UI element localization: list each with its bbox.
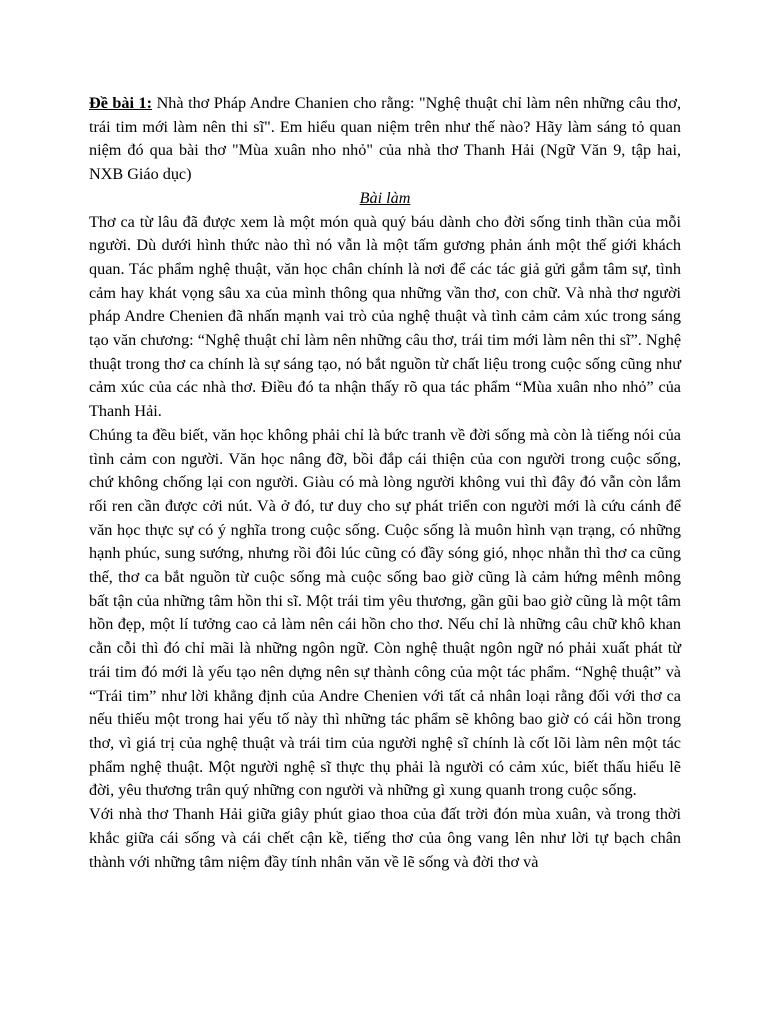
exercise-text: Nhà thơ Pháp Andre Chanien cho rằng: "Nghệ thuật chỉ làm nên những câu thơ, trái tim mới làm nên thi sĩ". Em hiểu quan niệm trên như thế nào? Hãy làm sáng tỏ quan niệm đó qua bài thơ "Mùa xuân nho nhỏ" của nhà thơ Thanh Hải (Ngữ Văn 9, tập hai, NXB Giáo dục) bbox=[89, 94, 682, 184]
essay-paragraph-2: Chúng ta đều biết, văn học không phải chỉ là bức tranh về đời sống mà còn là tiếng nói của tình cảm con người. Văn học nâng đỡ, bồi đắp cái thiện của con người trong cuộc sống, chứ không chống lại con người. Giàu có mà lòng người không vui thì đây đó vẫn còn lắm rối ren cần được cởi nút. Và ở đó, tư duy cho sự phát triển con người mới là cứu cánh để văn học thực sự có ý nghĩa trong cuộc sống. Cuộc sống là muôn hình vạn trạng, có những hạnh phúc, sung sướng, nhưng rồi đôi lúc cũng có đầy sóng gió, nhọc nhằn thì thơ ca cũng thế, thơ ca bắt nguồn từ cuộc sống mà cuộc sống bao giờ cũng là cảm hứng mênh mông bất tận của những tâm hồn thi sĩ. Một trái tim yêu thương, gần gũi bao giờ cũng là một tâm hồn đẹp, một lí tưởng cao cả làm nên cái hồn cho thơ. Nếu chỉ là những câu chữ khô khan cằn cỗi thì đó chỉ mãi là những ngôn ngữ. Còn nghệ thuật ngôn ngữ nó phải xuất phát từ trái tim đó mới là yếu tạo nên dựng nên sự thành công của một tác phẩm. “Nghệ thuật” và “Trái tim” như lời khẳng định của Andre Chenien với tất cả nhân loại rằng đối với thơ ca nếu thiếu một trong hai yếu tố này thì những tác phẩm sẽ không bao giờ có cái hồn trong thơ, vì giá trị của nghệ thuật và trái tim của người nghệ sĩ chính là cốt lõi làm nên một tác phẩm nghệ thuật. Một người nghệ sĩ thực thụ phải là người có cảm xúc, biết thấu hiểu lẽ đời, yêu thương trân quý những con người và những gì xung quanh trong cuộc sống. bbox=[89, 425, 681, 800]
essay-paragraph-3: Với nhà thơ Thanh Hải giữa giây phút giao thoa của đất trời đón mùa xuân, và trong thời khắc giữa cái sống và cái chết cận kề, tiếng thơ của ông vang lên như lời tự bạch chân thành với những tâm niệm đầy tính nhân văn về lẽ sống và đời thơ và bbox=[89, 805, 681, 871]
document-page bbox=[89, 92, 681, 874]
exercise-label: Đề bài 1: bbox=[89, 94, 153, 112]
essay-paragraph-1: Thơ ca từ lâu đã được xem là một món quà quý báu dành cho đời sống tinh thần của mỗi người. Dù dưới hình thức nào thì nó vẫn là một tấm gương phản ánh một thế giới khách quan. Tác phẩm nghệ thuật, văn học chân chính là nơi để các tác giả gửi gắm tâm sự, tình cảm hay khát vọng sâu xa của mình thông qua những vần thơ, con chữ. Và nhà thơ người pháp Andre Chenien đã nhấn mạnh vai trò của nghệ thuật và tình cảm cảm xúc trong sáng tạo văn chương: “Nghệ thuật chỉ làm nên những câu thơ, trái tim mới làm nên thi sĩ”. Nghệ thuật trong thơ ca chính là sự sáng tạo, nó bắt nguồn từ chất liệu trong cuộc sống cũng như cảm xúc của các nhà thơ. Điều đó ta nhận thấy rõ qua tác phẩm “Mùa xuân nho nhỏ” của Thanh Hải. bbox=[89, 212, 681, 421]
essay-subtitle: Bài làm bbox=[359, 188, 411, 207]
exercise-prompt bbox=[89, 92, 681, 187]
